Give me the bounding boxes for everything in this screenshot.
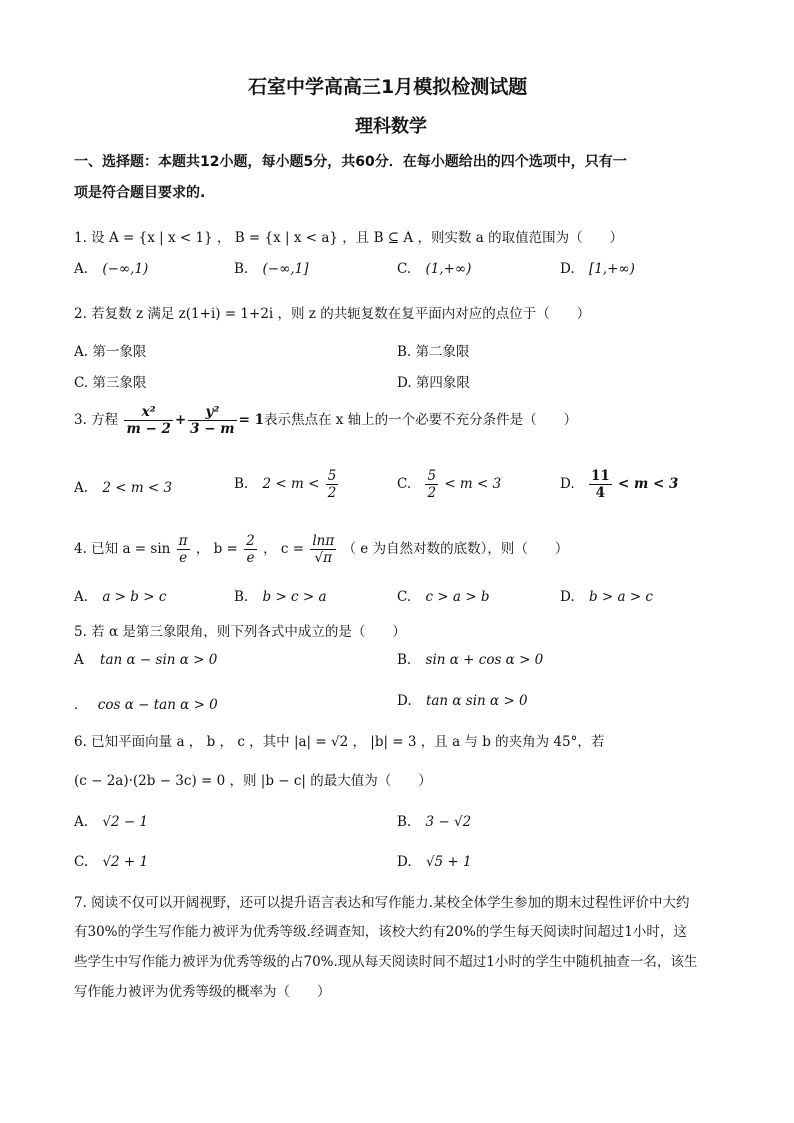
option-letter: C. — [397, 261, 412, 277]
fraction-x — [124, 404, 172, 437]
option-value: √2 − 1 — [102, 814, 149, 830]
option-letter: ． — [74, 697, 88, 713]
option-letter: B. — [234, 261, 249, 277]
question-2-option-c: C. 第三象限 — [74, 375, 147, 391]
option-value: b > a > c — [588, 589, 653, 605]
fraction-b — [244, 533, 257, 566]
question-6-option-c — [74, 854, 148, 870]
fraction — [425, 468, 438, 501]
question-2-option-d: D. 第四象限 — [397, 375, 470, 391]
page-subtitle: 理科数学 — [355, 116, 427, 137]
question-2-option-a: A. 第一象限 — [74, 344, 147, 360]
fraction-denominator: 2 — [327, 485, 337, 501]
option-value: [1,+∞) — [588, 261, 635, 277]
question-4-suffix: （ e 为自然对数的底数），则（ ） — [342, 541, 569, 557]
option-value: b > c > a — [262, 589, 327, 605]
question-7-line2: 有30%的学生写作能力被评为优秀等级.经调查知，该校大约有20%的学生每天阅读时间超过1小时，这 — [74, 924, 687, 940]
fraction-denominator: m − 2 — [126, 421, 171, 437]
fraction-denominator: 4 — [595, 485, 606, 501]
question-3-option-b — [234, 468, 340, 501]
option-letter: D. — [560, 261, 575, 277]
fraction-numerator: 5 — [327, 468, 337, 484]
option-value: (−∞,1] — [262, 261, 309, 277]
option-letter: A. — [74, 261, 89, 277]
option-letter: B. — [234, 476, 249, 492]
question-4-c-prefix: ， c = — [263, 541, 305, 557]
fraction-y — [188, 404, 236, 437]
option-letter: C. — [74, 854, 89, 870]
option-value: a > b > c — [102, 589, 167, 605]
fraction-numerator: 5 — [427, 468, 437, 484]
option-letter: C. — [397, 476, 412, 492]
question-5-option-d — [397, 693, 528, 709]
question-4-prefix: 4. 已知 a = sin — [74, 541, 171, 557]
option-value: 2 < m < 3 — [102, 480, 173, 496]
option-value: (−∞,1) — [102, 261, 149, 277]
option-value: tan α sin α > 0 — [425, 693, 528, 709]
option-value: c > a > b — [425, 589, 490, 605]
option-value-suffix: < m < 3 — [618, 476, 679, 492]
question-2-stem: 2. 若复数 z 满足 z(1+i) = 1+2i ，则 z 的共轭复数在复平面内对应的点位于（ ） — [74, 306, 591, 322]
question-1-option-a — [74, 261, 148, 277]
fraction-numerator: lnπ — [312, 533, 335, 549]
fraction-a — [177, 533, 190, 566]
option-value: sin α + cos α > 0 — [425, 652, 544, 668]
option-value-prefix: 2 < m < — [262, 476, 320, 492]
question-1-option-c — [397, 261, 471, 277]
question-4-stem — [74, 533, 568, 566]
question-2-option-b: B. 第二象限 — [397, 344, 470, 360]
question-5-stem: 5. 若 α 是第三象限角，则下列各式中成立的是（ ） — [74, 624, 406, 640]
question-4-b-prefix: ， b = — [195, 541, 238, 557]
question-1-option-d — [560, 261, 635, 277]
option-letter: D. — [560, 589, 575, 605]
question-5-option-b — [397, 652, 543, 668]
fraction-denominator: 2 — [427, 485, 437, 501]
question-1-stem: 1. 设 A = {x | x < 1} ， B = {x | x < a} ，且 B ⊆ A ，则实数 a 的取值范围为（ ） — [74, 230, 624, 246]
equals-one: = 1 — [238, 412, 264, 428]
section-heading-line2: 项是符合题目要求的. — [74, 185, 206, 201]
question-3-option-a — [74, 480, 172, 496]
fraction-denominator: e — [246, 550, 255, 566]
fraction — [326, 468, 339, 501]
page-title: 石室中学高高三1月模拟检测试题 — [248, 76, 528, 98]
question-6-option-d — [397, 854, 472, 870]
option-letter: B. — [397, 652, 412, 668]
fraction-denominator: 3 − m — [190, 421, 235, 437]
question-3-prefix: 3. 方程 — [74, 412, 119, 428]
question-6-line1: 6. 已知平面向量 a ， b ， c ，其中 |a| = √2 ， |b| = 3 ，且 a 与 b 的夹角为 45°，若 — [74, 734, 605, 750]
question-3-option-c — [397, 468, 501, 501]
question-7-line1: 7. 阅读不仅可以开阔视野，还可以提升语言表达和写作能力.某校全体学生参加的期末过程性评价中大约 — [74, 895, 690, 911]
fraction-denominator: e — [179, 550, 188, 566]
option-letter: D. — [560, 476, 575, 492]
option-value: (1,+∞) — [425, 261, 472, 277]
question-1-option-b — [234, 261, 309, 277]
fraction-numerator: y² — [188, 404, 236, 421]
fraction-c — [310, 533, 336, 566]
fraction-numerator: π — [178, 533, 188, 549]
question-4-option-b — [234, 589, 327, 605]
plus-sign: + — [174, 412, 187, 428]
fraction-numerator: 2 — [246, 533, 255, 549]
option-value: √2 + 1 — [102, 854, 149, 870]
option-letter: C. — [397, 589, 412, 605]
fraction-numerator: 11 — [590, 468, 610, 484]
question-5-option-a — [74, 652, 217, 668]
option-value-suffix: < m < 3 — [444, 476, 502, 492]
question-6-option-b — [397, 814, 471, 830]
question-6-option-a — [74, 814, 148, 830]
fraction-numerator: x² — [124, 404, 172, 421]
question-4-option-a — [74, 589, 166, 605]
fraction-denominator: √π — [314, 550, 333, 566]
question-6-line2: (c − 2a)·(2b − 3c) = 0 ，则 |b − c| 的最大值为（ ） — [74, 773, 432, 789]
option-letter: A. — [74, 589, 89, 605]
question-4-option-d — [560, 589, 653, 605]
fraction — [589, 468, 612, 501]
option-letter: B. — [234, 589, 249, 605]
question-3-option-d — [560, 468, 678, 501]
option-value: 3 − √2 — [425, 814, 472, 830]
option-value: tan α − sin α > 0 — [100, 652, 218, 668]
question-7-line3: 些学生中写作能力被评为优秀等级的占70%.现从每天阅读时间不超过1小时的学生中随机抽查一名，该生 — [74, 954, 698, 970]
section-heading-line1: 一、选择题：本题共12小题，每小题5分，共60分．在每小题给出的四个选项中，只有一 — [74, 154, 627, 170]
question-3-suffix: 表示焦点在 x 轴上的一个必要不充分条件是（ ） — [263, 412, 578, 428]
option-letter: D. — [397, 854, 412, 870]
question-7-line4: 写作能力被评为优秀等级的概率为（ ） — [74, 984, 331, 1000]
option-letter: A. — [74, 814, 89, 830]
option-letter: D. — [397, 693, 412, 709]
option-value: √5 + 1 — [425, 854, 472, 870]
option-letter: A. — [74, 480, 89, 496]
question-5-option-c — [74, 693, 218, 713]
question-3-stem — [74, 404, 577, 437]
option-value: cos α − tan α > 0 — [97, 697, 218, 713]
question-4-option-c — [397, 589, 489, 605]
option-letter: B. — [397, 814, 412, 830]
option-letter: A — [74, 652, 84, 668]
